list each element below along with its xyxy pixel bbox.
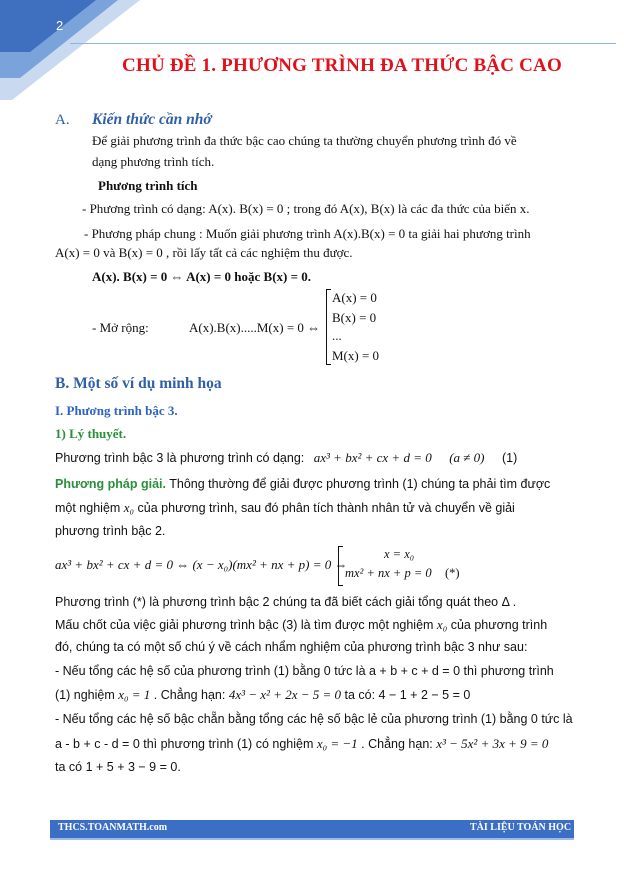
extension-label: - Mở rộng: — [92, 320, 149, 335]
page-title: CHỦ ĐỀ 1. PHƯƠNG TRÌNH ĐA THỨC BẬC CAO — [122, 55, 562, 76]
header-rule — [70, 43, 616, 44]
rule-1-root: x₀ = 1 — [118, 687, 151, 702]
rule-1-check: ta có: 4 − 1 + 2 − 5 = 0 — [341, 688, 471, 702]
method-text-2c: của phương trình, sau đó phân tích thành nhân tử và chuyển về giải — [134, 501, 515, 515]
section-a-letter: A. — [55, 112, 70, 128]
factor-case-2: mx² + nx + p = 0 — [345, 566, 432, 580]
root-symbol: x₀ — [123, 500, 135, 515]
general-form-text: Phương trình bậc 3 là phương trình có dạng: — [55, 451, 305, 465]
rule-2-root: x₀ = −1 — [316, 736, 358, 751]
method-paragraph-line-2 — [55, 500, 515, 516]
general-form-condition: (a ≠ 0) — [449, 450, 485, 465]
footer-label: TÀI LIỆU TOÁN HỌC — [470, 822, 572, 833]
factorization-equation: ax³ + bx² + cx + d = 0 ⇔ (x − x₀)(mx² + nx + p) = 0 ⇔ — [55, 557, 348, 572]
root-symbol: x₀ — [436, 617, 448, 632]
factor-case-1: x = x₀ — [384, 547, 415, 561]
page-number: 2 — [56, 18, 64, 33]
extension-bracket — [326, 289, 331, 365]
method-label: Phương pháp giải. — [55, 477, 166, 491]
rule-2-text-c: . Chẳng hạn: — [357, 737, 437, 751]
method-line-1: - Phương pháp chung : Muốn giải phương trình A(x).B(x) = 0 ta giải hai phương trình — [84, 226, 531, 241]
general-form-number: (1) — [501, 451, 518, 465]
rule-2-example: x³ − 5x² + 3x + 9 = 0 — [436, 736, 549, 751]
product-equation-heading: Phương trình tích — [98, 178, 198, 193]
key-line-1 — [55, 617, 547, 633]
rule-1-text-a: (1) nghiệm — [55, 688, 119, 702]
footer-website: THCS.TOANMATH.com — [58, 822, 168, 833]
method-line-2: A(x) = 0 và B(x) = 0 , rồi lấy tất cả các nghiệm thu được. — [55, 245, 353, 260]
theory-heading: 1) Lý thuyết. — [55, 426, 127, 441]
method-text-2a: một nghiệm — [55, 501, 124, 515]
extension-lhs: A(x).B(x).....M(x) = 0 ⇔ — [189, 320, 321, 335]
method-text-1: Thông thường để giải được phương trình (1) chúng ta phải tìm được — [166, 477, 551, 491]
method-text-3: phương trình bậc 2. — [55, 524, 166, 538]
rule-1-example: 4x³ − x² + 2x − 5 = 0 — [228, 687, 342, 702]
rule-1-text-c: . Chẳng hạn: — [150, 688, 229, 702]
section-b-heading: B. Một số ví dụ minh họa — [55, 375, 222, 392]
form-line: - Phương trình có dạng: A(x). B(x) = 0 ; trong đó A(x), B(x) là các đa thức của biến x. — [82, 201, 530, 216]
intro-line-2: dạng phương trình tích. — [92, 154, 215, 169]
star-note: Phương trình (*) là phương trình bậc 2 chúng ta đã biết cách giải tổng quát theo Δ . — [55, 595, 517, 609]
section-a-heading: Kiến thức cần nhớ — [92, 111, 212, 128]
rule-2-line-1: - Nếu tổng các hệ số bậc chẵn bằng tổng các hệ số bậc lẻ của phương trình (1) bằng 0 tức là — [55, 712, 573, 726]
key-text-1a: Mấu chốt của việc giải phương trình bậc (3) là tìm được một nghiệm — [55, 618, 437, 632]
corner-decoration — [0, 0, 140, 100]
intro-line-1: Để giải phương trình đa thức bậc cao chúng ta thường chuyển phương trình đó về — [92, 133, 517, 148]
rule-2-line-2 — [55, 736, 548, 752]
part-1-heading: I. Phương trình bậc 3. — [55, 403, 178, 418]
extension-case: A(x) = 0 — [332, 290, 377, 305]
rule-1-line-2 — [55, 687, 470, 703]
equivalence-line: A(x). B(x) = 0 ⇔ A(x) = 0 hoặc B(x) = 0. — [92, 269, 312, 284]
key-text-1c: của phương trình — [447, 618, 548, 632]
rule-1-line-1: - Nếu tổng các hệ số của phương trình (1) bằng 0 tức là a + b + c + d = 0 thì phương trình — [55, 664, 554, 678]
factor-tag: (*) — [445, 566, 460, 580]
general-form-equation: ax³ + bx² + cx + d = 0 — [313, 450, 432, 465]
rule-2-line-3: ta có 1 + 5 + 3 − 9 = 0. — [55, 760, 181, 774]
factorization-bracket — [338, 546, 343, 586]
extension-case: ... — [332, 328, 342, 343]
method-paragraph-line-1 — [55, 477, 550, 491]
general-form-line — [55, 450, 517, 466]
extension-case: B(x) = 0 — [332, 310, 377, 325]
key-line-2: đó, chúng ta có một số chú ý về cách nhẩm nghiệm của phương trình bậc 3 như sau: — [55, 640, 528, 654]
footer-underline — [50, 838, 574, 840]
extension-case: M(x) = 0 — [332, 348, 380, 363]
rule-2-text-a: a - b + c - d = 0 thì phương trình (1) có nghiệm — [55, 737, 317, 751]
